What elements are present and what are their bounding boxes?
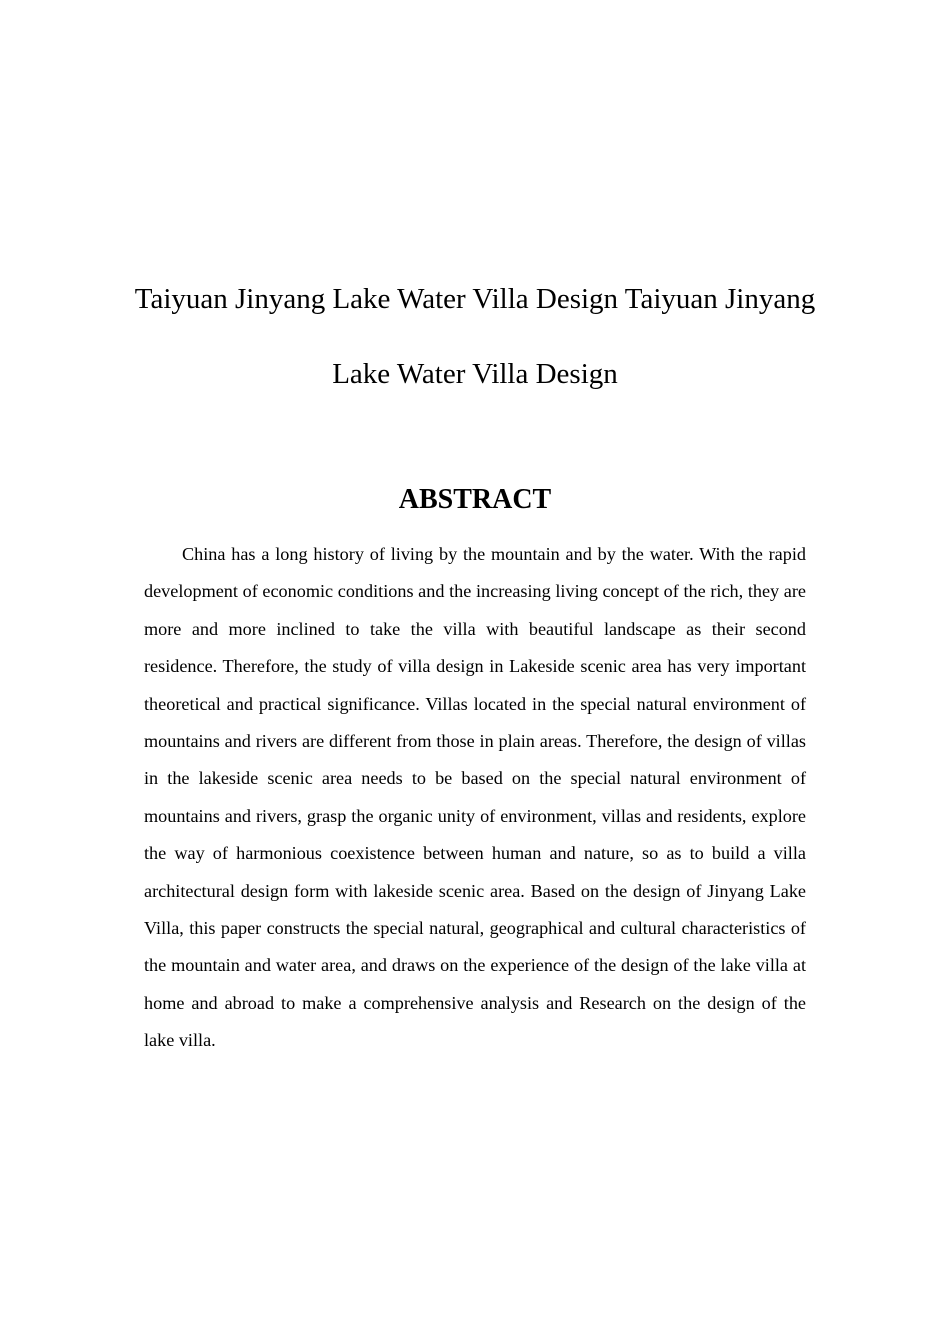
abstract-paragraph: China has a long history of living by the mountain and by the water. With the rapid development of economic conditions and the increasing living concept of the rich, they are more and more inclined to take the villa with beautiful landscape as their second residence. Therefore, the study of villa design in Lakeside scenic area has very important theoretical and practical significance. Villas located in the special natural environment of mountains and rivers are different from those in plain areas. Therefore, the design of villas in the lakeside scenic area needs to be based on the special natural environment of mountains and rivers, grasp the organic unity of environment, villas and residents, explore the way of harmonious coexistence between human and nature, so as to build a villa architectural design form with lakeside scenic area. Based on the design of Jinyang Lake Villa, this paper constructs the special natural, geographical and cultural characteristics of the mountain and water area, and draws on the experience of the design of the lake villa at home and abroad to make a comprehensive analysis and Research on the design of the lake villa. (144, 544, 806, 1051)
abstract-heading: ABSTRACT (398, 484, 552, 515)
paper-title: Taiyuan Jinyang Lake Water Villa Design Taiyuan Jinyang Lake Water Villa Design (134, 283, 816, 390)
